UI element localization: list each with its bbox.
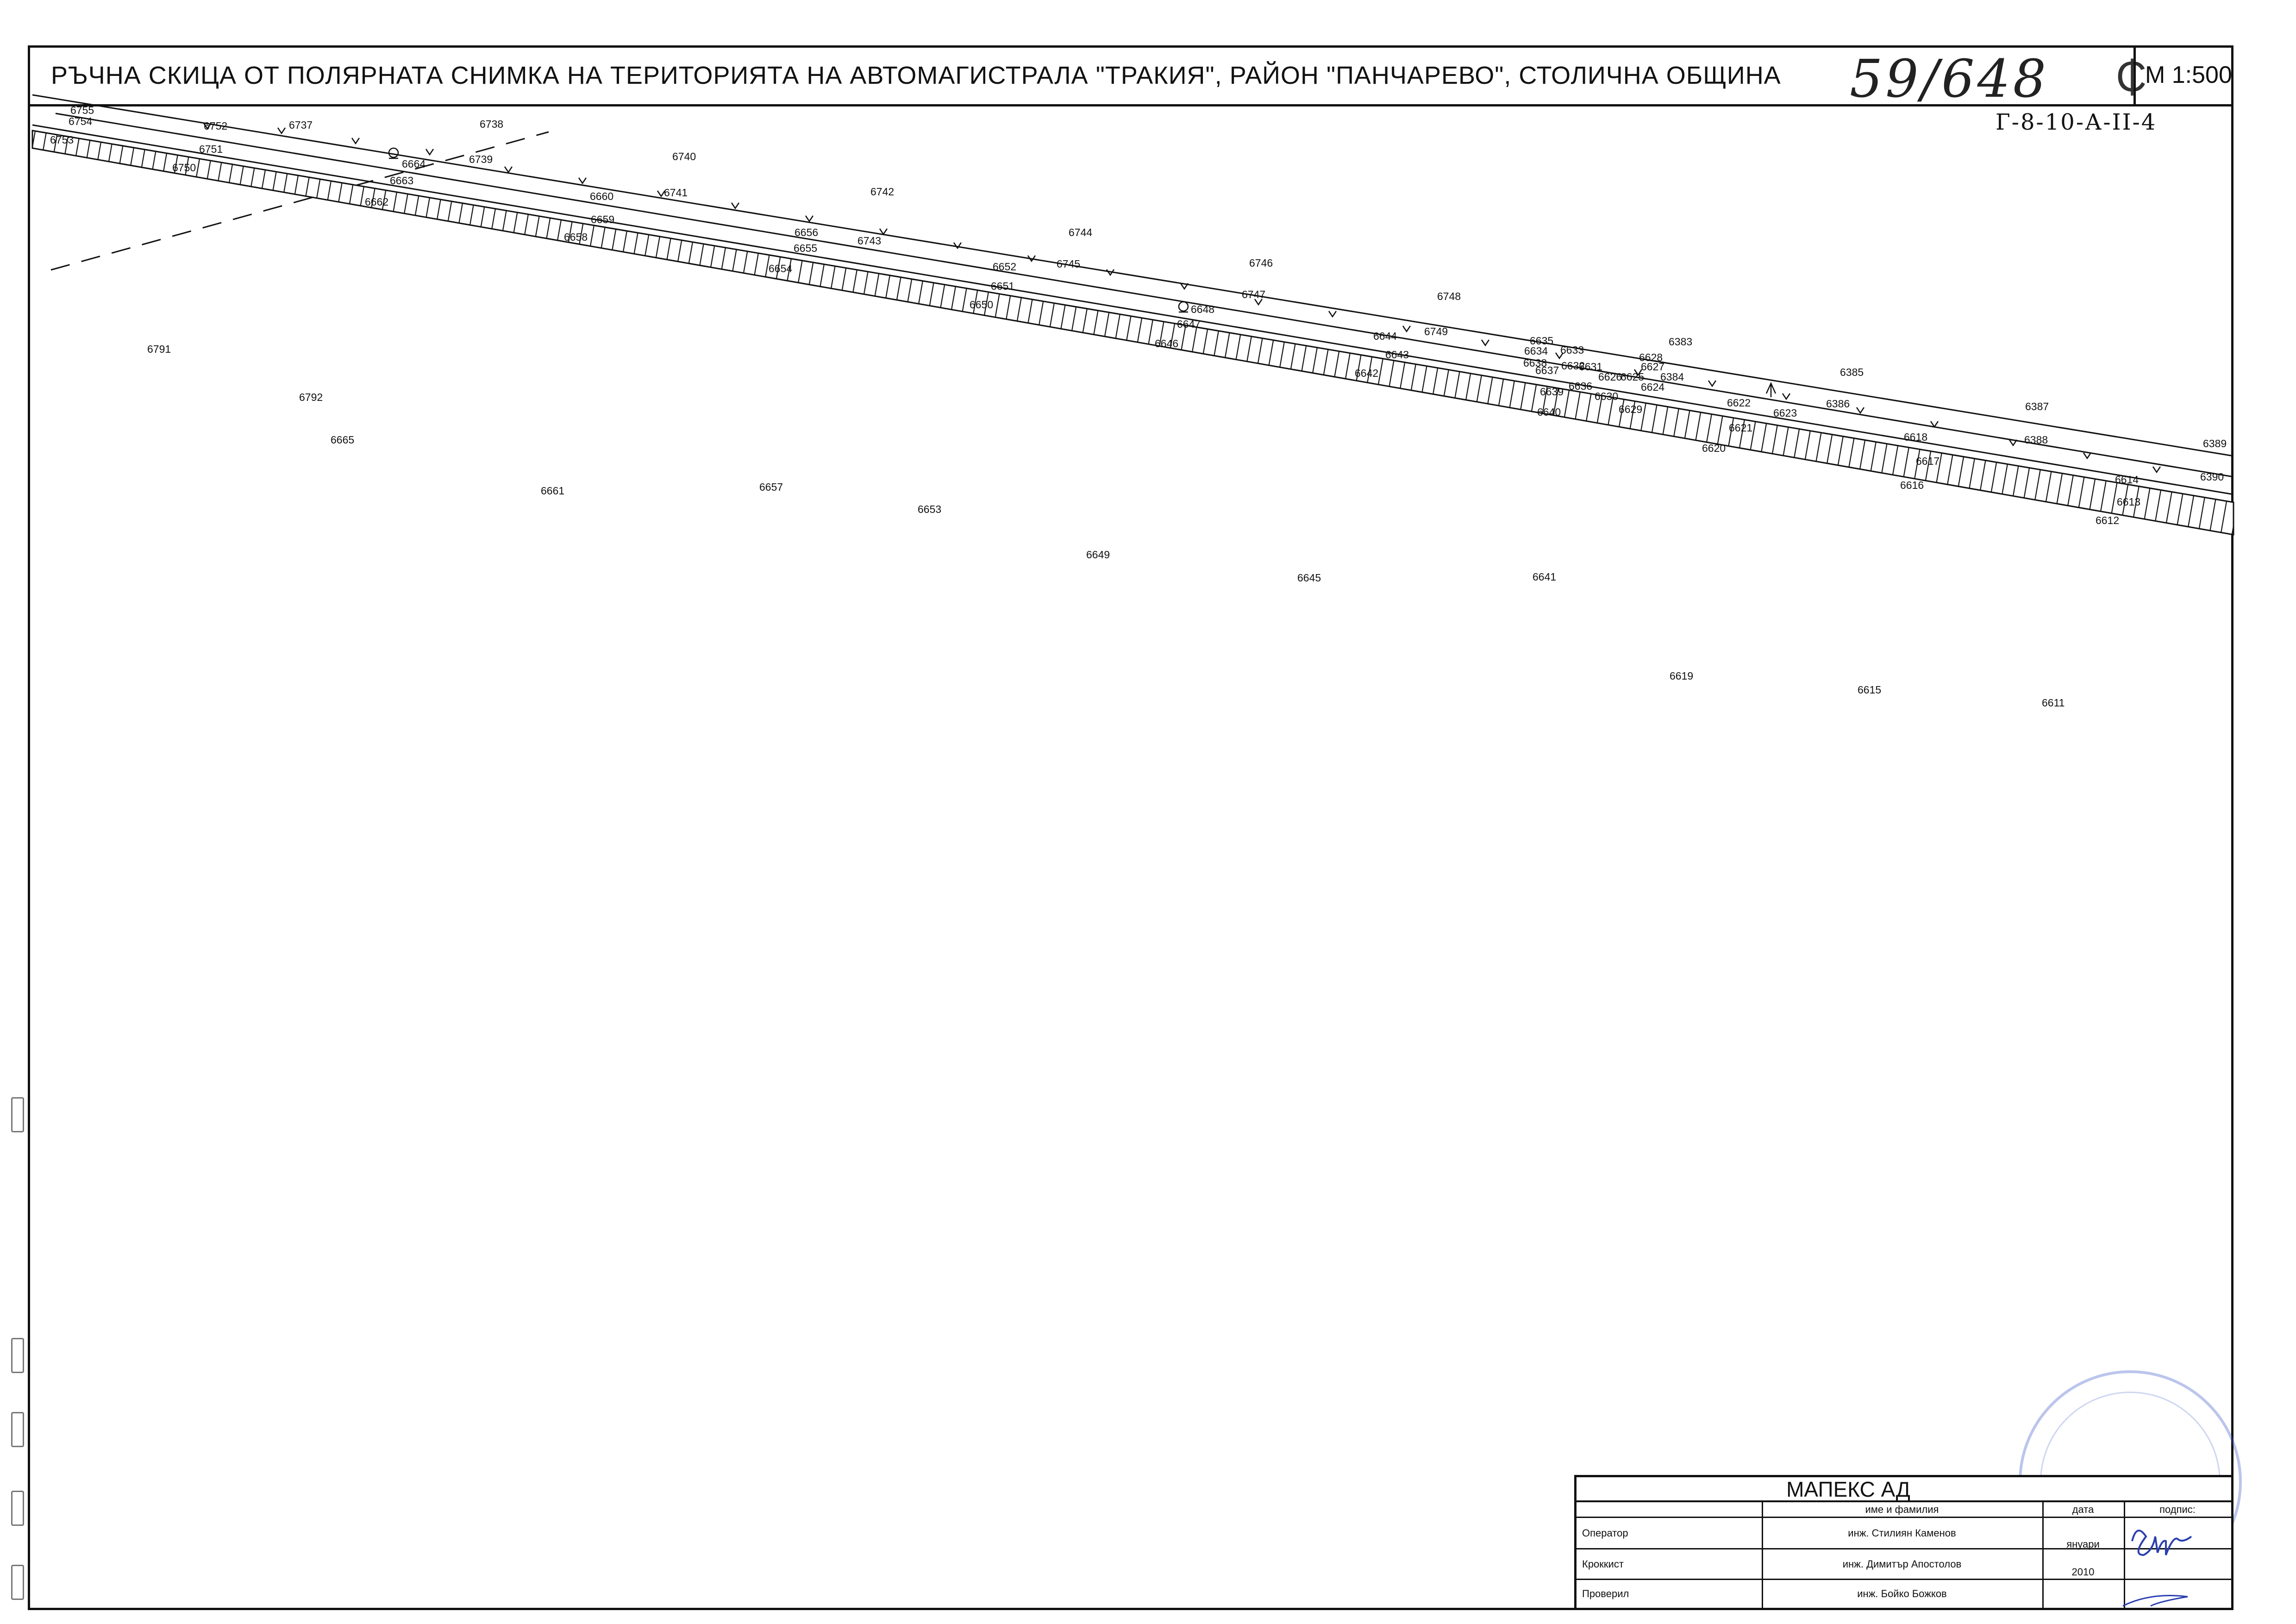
row-person: инж. Бойко Божков [1857,1588,1947,1599]
point-label: 6639 [1540,386,1564,398]
road-edge-line [56,113,2233,477]
point-label: 6746 [1249,257,1273,269]
point-label: 6617 [1916,455,1940,467]
point-label: 6648 [1191,303,1215,315]
point-label: 6642 [1355,367,1379,379]
point-label: 6662 [365,196,389,208]
point-label: 6742 [870,186,895,198]
point-label: 6747 [1242,288,1266,300]
point-label: 6624 [1641,381,1665,393]
point-label: 6665 [331,434,355,446]
point-label: 6631 [1579,361,1603,373]
point-label: 6657 [759,481,783,493]
title-block [1574,1475,2233,1610]
point-label: 6621 [1729,422,1753,434]
point-label: 6791 [147,343,171,355]
point-label: 6633 [1560,344,1584,356]
point-label: 6754 [69,115,93,127]
point-label: 6615 [1858,684,1882,696]
signature-image [2114,1509,2229,1611]
map-title: РЪЧНА СКИЦА ОТ ПОЛЯРНАТА СНИМКА НА ТЕРИТОРИЯТА НА АВТОМАГИСТРАЛА "ТРАКИЯ", РАЙОН "ПАНЧАРЕВО", СТОЛИЧНА ОБЩИНА [51,62,1781,89]
vegetation-symbols [204,123,2160,472]
point-label: 6613 [2117,496,2141,508]
point-label: 6384 [1660,371,1684,383]
handwritten-mark-icon: ₵ [2116,53,2147,100]
point-label: 6655 [794,242,818,254]
point-label: 6659 [591,213,615,225]
point-label: 6663 [390,175,414,187]
point-label: 6644 [1373,330,1397,342]
point-label: 6614 [2115,474,2139,486]
point-label: 6632 [1561,360,1585,372]
point-label: 6634 [1524,345,1548,357]
point-label: 6640 [1537,406,1561,418]
point-label: 6619 [1670,670,1694,682]
point-label: 6389 [2203,437,2227,450]
point-label: 6743 [857,235,882,247]
point-label: 6628 [1639,351,1663,363]
point-label: 6629 [1619,403,1643,415]
map-scale: М 1:500 [2145,62,2232,88]
point-label: 6390 [2200,471,2224,483]
point-label: 6620 [1702,442,1726,454]
point-label: 6622 [1727,397,1751,409]
header-signature: подпис: [2159,1503,2196,1515]
point-label: 6646 [1155,337,1179,350]
hatched-embankment [32,131,2233,535]
point-label: 6750 [172,162,196,174]
sheet-nomenclature: Г-8-10-А-II-4 [1996,109,2157,135]
point-label: 6618 [1904,431,1928,443]
point-label: 6656 [795,226,819,238]
point-label: 6388 [2024,434,2048,446]
point-label: 6738 [480,118,504,130]
point-label: 6612 [2096,514,2120,526]
point-label: 6616 [1900,479,1924,491]
point-label: 6660 [590,190,614,202]
row-person: инж. Димитър Апостолов [1842,1558,1962,1570]
row-role: Проверил [1582,1588,1629,1599]
point-label: 6755 [70,104,94,116]
point-label: 6653 [918,503,942,515]
header-date: дата [2072,1503,2094,1515]
point-label: 6647 [1177,318,1201,330]
point-label: 6638 [1523,357,1547,369]
point-label: 6748 [1437,290,1461,302]
point-label: 6752 [204,120,228,132]
point-label: 6739 [469,153,493,165]
point-label: 6745 [1057,258,1081,270]
point-label: 6630 [1595,390,1619,402]
point-label: 6623 [1773,407,1797,419]
scale-box [2133,45,2233,106]
point-label: 6737 [289,119,313,131]
title-row [28,45,2233,109]
row-role: Оператор [1582,1527,1628,1539]
header-name: име и фамилия [1865,1503,1939,1515]
point-label: 6749 [1424,325,1448,337]
point-label: 6635 [1530,335,1554,347]
point-label: 6625 [1620,371,1645,383]
point-label: 6627 [1641,361,1665,373]
point-label: 6649 [1086,549,1110,561]
point-label: 6383 [1669,336,1693,348]
point-label: 6740 [672,150,696,162]
point-label: 6387 [2025,400,2049,412]
point-label: 6651 [991,280,1015,292]
date-year: 2010 [2071,1566,2095,1578]
row-role: Кроккист [1582,1558,1624,1570]
point-label: 6664 [402,158,426,170]
row-person: инж. Стилиян Каменов [1848,1527,1956,1539]
point-label: 6661 [541,485,565,497]
point-label: 6386 [1826,398,1850,410]
point-label: 6641 [1533,571,1557,583]
point-label: 6637 [1535,364,1559,376]
point-label: 6741 [664,187,688,199]
point-label: 6753 [50,134,74,146]
point-label: 6636 [1569,380,1593,392]
point-label: 6658 [564,231,588,243]
point-label: 6650 [970,299,994,311]
company-name: МАПЕКС АД [1577,1477,2231,1502]
point-label: 6652 [993,261,1017,273]
sheet-number: 59/648 [1850,49,2049,109]
point-label: 6626 [1598,371,1622,383]
road-edge-line [32,95,2233,456]
date-month: януари [2066,1538,2100,1550]
point-label: 6751 [199,143,223,155]
point-label: 6645 [1297,572,1321,584]
point-label: 6611 [2042,697,2065,709]
point-label: 6654 [769,262,793,275]
point-label: 6792 [299,391,323,403]
point-label: 6744 [1069,226,1093,238]
point-label: 6385 [1840,366,1864,378]
point-label: 6643 [1385,349,1409,361]
